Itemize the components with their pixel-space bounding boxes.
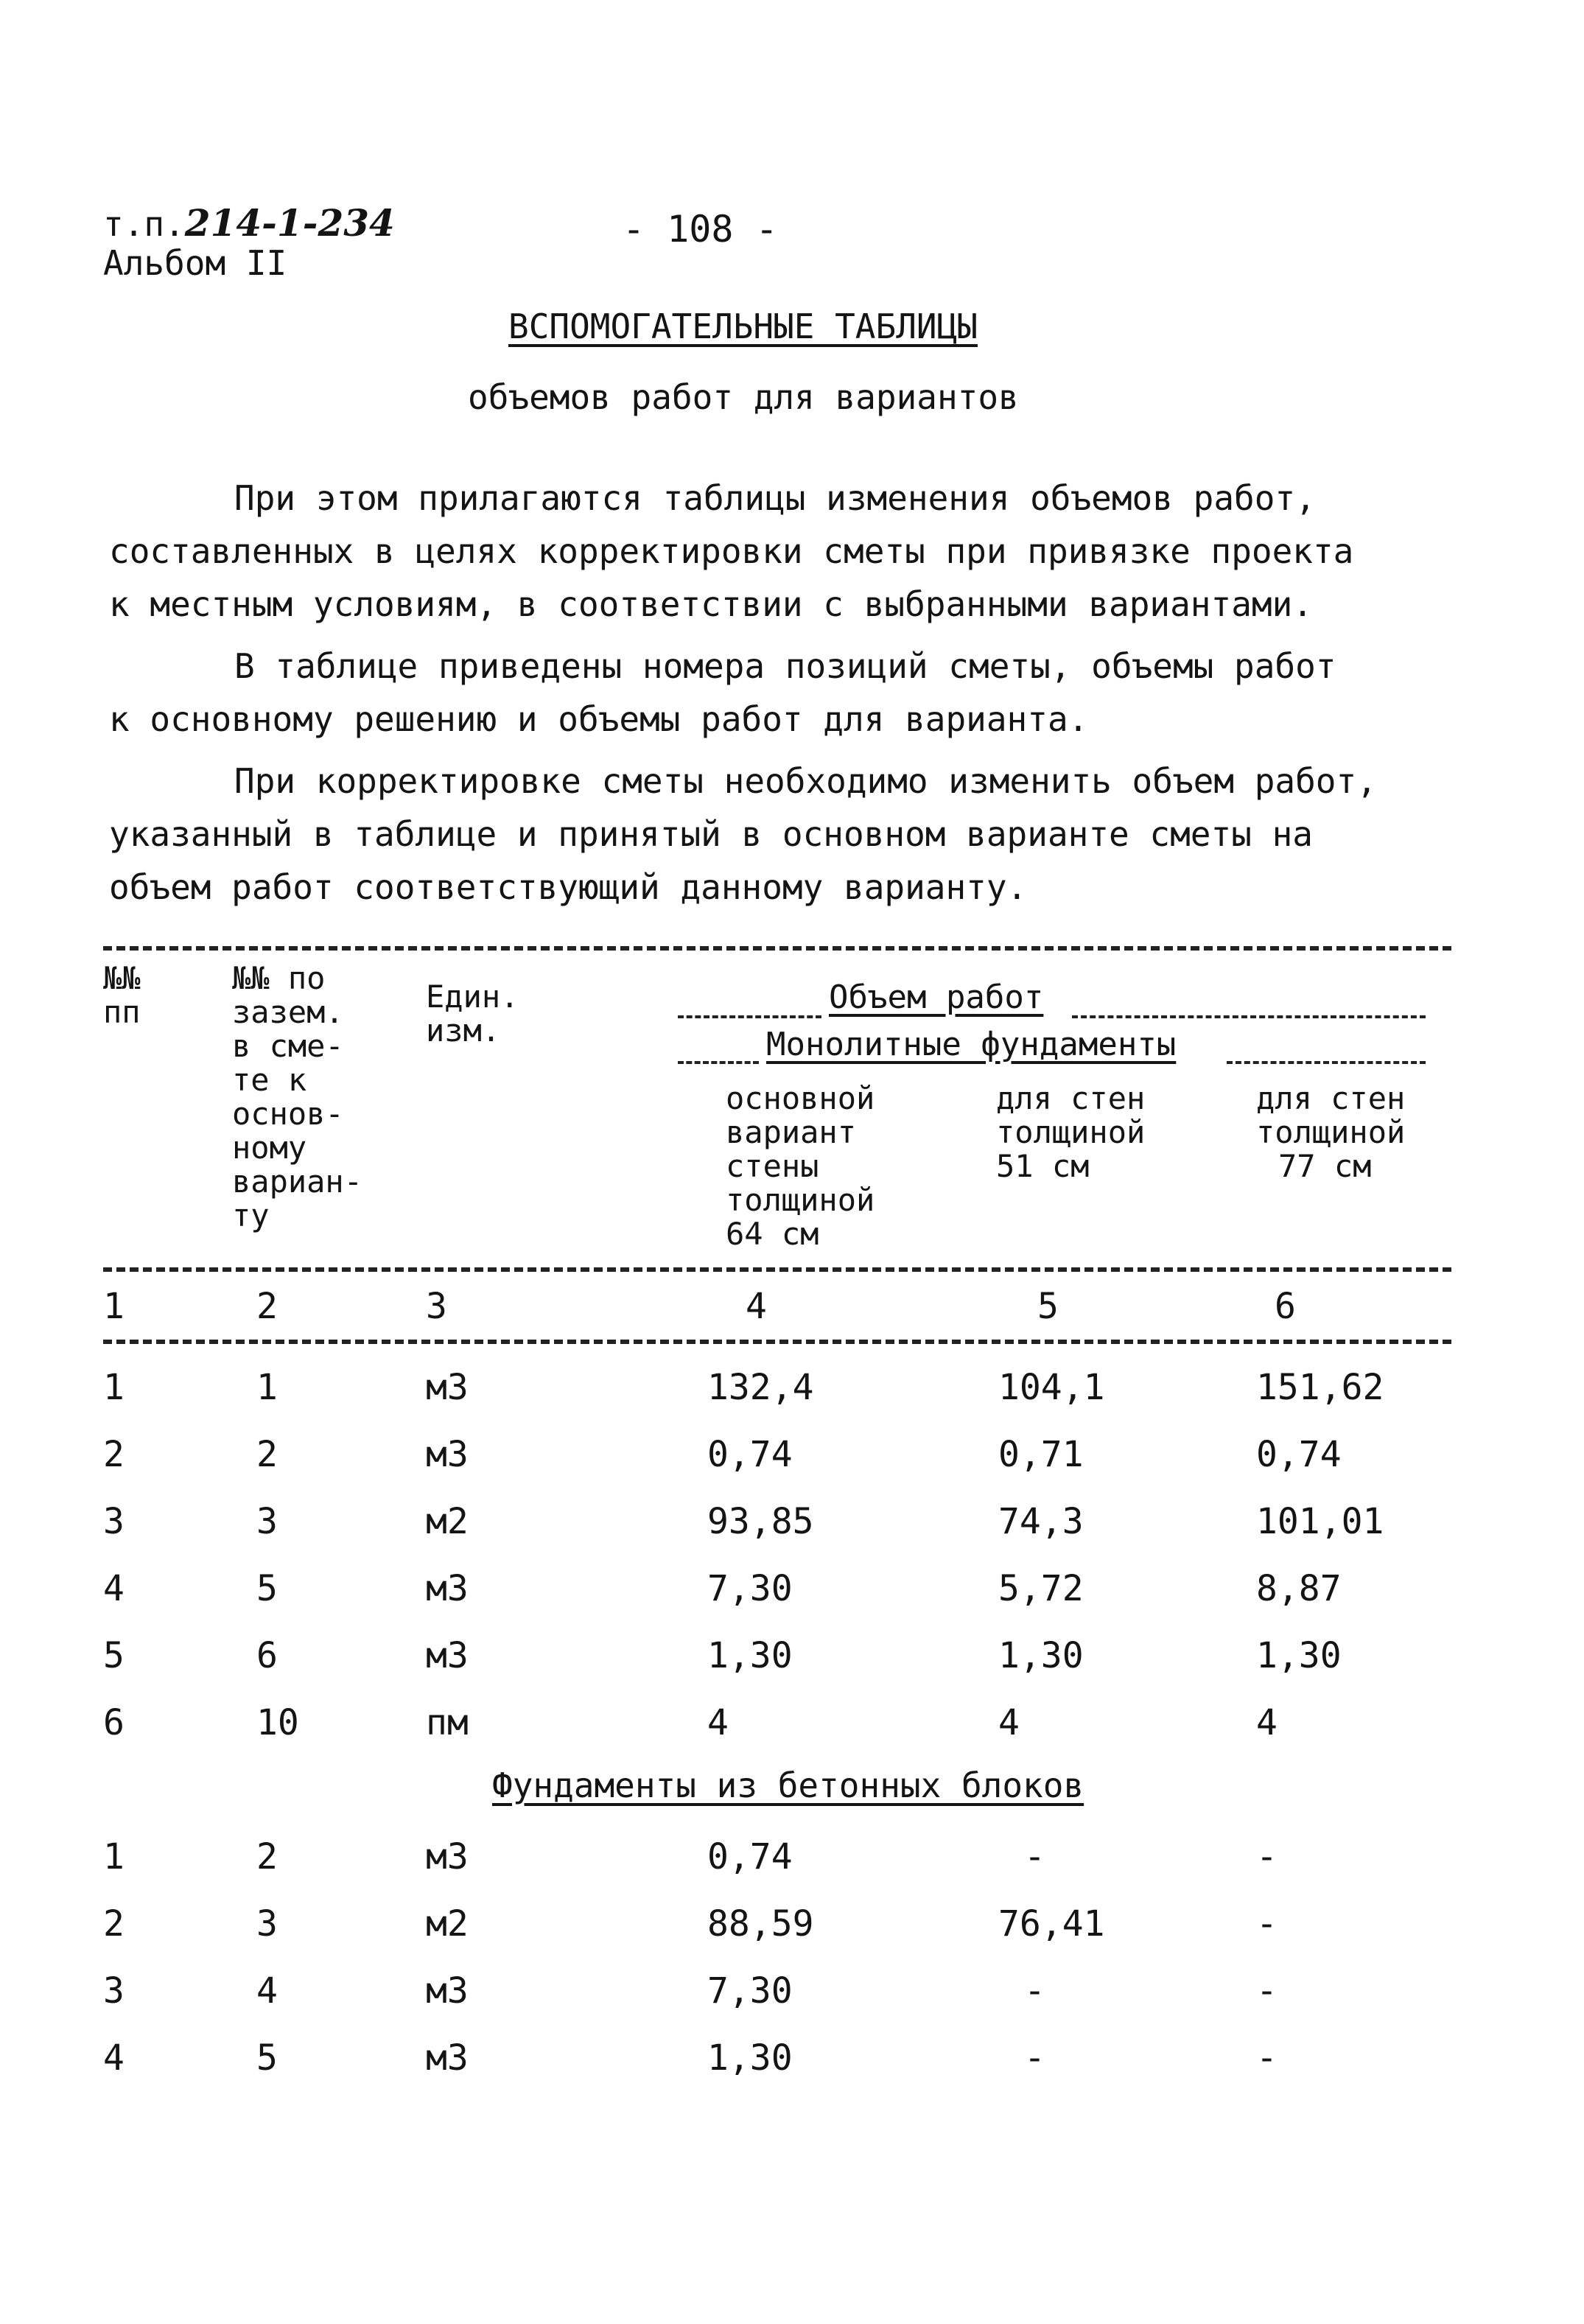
table-row: 5 6 м3 1,30 1,30 1,30	[103, 1635, 1342, 1676]
paragraph-line: указанный в таблице и принятый в основном варианте сметы на	[109, 814, 1313, 854]
table-top-rule	[103, 946, 1451, 951]
col5-header: для стен толщиной 51 см	[996, 1080, 1146, 1184]
paragraph-1	[109, 472, 1353, 631]
paragraph-line: При этом прилагаются таблицы изменения объемов работ,	[234, 478, 1316, 518]
table-row: 4 5 м3 1,30 - -	[103, 2037, 1278, 2079]
doc-prefix: т.п.	[103, 204, 185, 244]
subgroup-header: Монолитные фундаменты	[766, 1026, 1177, 1063]
paragraph-line: В таблице приведены номера позиций сметы, объемы работ	[234, 646, 1336, 686]
group-header: Объем работ	[829, 979, 1044, 1016]
col-number: 5	[1037, 1286, 1059, 1327]
paragraph-3	[109, 755, 1377, 914]
subtitle: объемов работ для вариантов	[468, 377, 1019, 417]
header-bottom-rule	[103, 1267, 1451, 1272]
column-numbers-row	[0, 1273, 1584, 1340]
subgroup-rule-left	[678, 1061, 759, 1064]
col4-header: основной вариант стены толщиной 64 см	[726, 1080, 875, 1252]
col2-header: №№ по зазем. в сме- те к основ- ному вариан- ту	[232, 960, 363, 1233]
table-row: 3 3 м2 93,85 74,3 101,01	[103, 1501, 1384, 1542]
table-row: 3 4 м3 7,30 - -	[103, 1970, 1278, 2012]
table-row: 2 2 м3 0,74 0,71 0,74	[103, 1434, 1342, 1475]
col-number: 1	[103, 1286, 125, 1327]
table-row: 2 3 м2 88,59 76,41 -	[103, 1903, 1278, 1945]
subgroup-rule-right	[1227, 1061, 1426, 1064]
main-title: ВСПОМОГАТЕЛЬНЫЕ ТАБЛИЦЫ	[508, 307, 978, 346]
table-row: 1 1 м3 132,4 104,1 151,62	[103, 1367, 1384, 1408]
paragraph-line: При корректировке сметы необходимо изменить объем работ,	[234, 761, 1377, 801]
table-row: 1 2 м3 0,74 - -	[103, 1836, 1278, 1877]
table-row: 6 10 пм 4 4 4	[103, 1702, 1278, 1743]
col-number: 2	[256, 1286, 278, 1327]
col-number: 4	[746, 1286, 767, 1327]
col6-header: для стен толщиной 77 см	[1256, 1080, 1406, 1184]
paragraph-2	[109, 640, 1336, 746]
paragraph-line: составленных в целях корректировки сметы при привязке проекта	[109, 531, 1354, 571]
section2-title: Фундаменты из бетонных блоков	[492, 1765, 1084, 1805]
paragraph-line: к основному решению и объемы работ для варианта.	[109, 699, 1089, 739]
col-number: 6	[1275, 1286, 1296, 1327]
paragraph-line: к местным условиям, в соответствии с выбранными вариантами.	[109, 584, 1313, 624]
col1-header: №№ пп	[103, 960, 141, 1030]
numbers-bottom-rule	[103, 1340, 1451, 1344]
group-rule-left	[678, 1015, 821, 1018]
doc-number-handwritten: 214-1-234	[184, 201, 395, 245]
page-number: - 108 -	[623, 208, 778, 251]
col-number: 3	[426, 1286, 447, 1327]
table-row: 4 5 м3 7,30 5,72 8,87	[103, 1568, 1342, 1609]
group-rule-right	[1072, 1015, 1426, 1018]
col3-header: Един. изм.	[426, 979, 519, 1049]
album-label: Альбом II	[103, 243, 287, 283]
paragraph-line: объем работ соответствующий данному варианту.	[109, 867, 1028, 907]
